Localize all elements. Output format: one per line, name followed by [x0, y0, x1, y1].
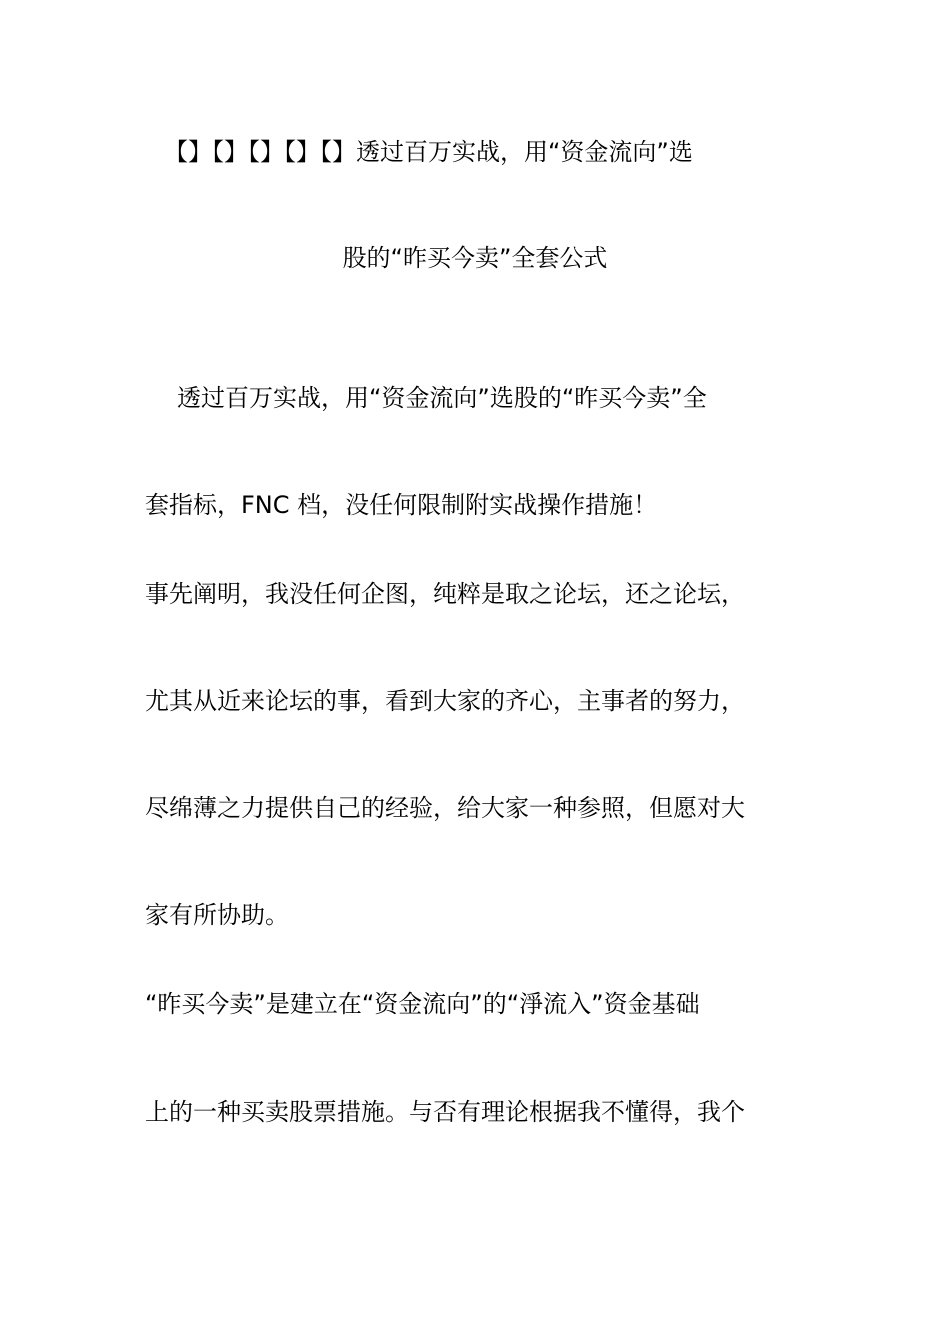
body-line-1: 透过百万实战，用“资金流向”选股的“昨买今卖”全: [177, 384, 707, 412]
body-line-2: 套指标，FNC 档，没任何限制附实战操作措施！: [145, 491, 658, 519]
body-line-3: 事先阐明，我没任何企图，纯粹是取之论坛，还之论坛，: [145, 580, 745, 608]
title-line-1: 【】【】【】【】【】透过百万实战，用“资金流向”选: [164, 138, 693, 166]
body-line-8: 上的一种买卖股票措施。与否有理论根据我不懂得，我个: [145, 1098, 745, 1126]
body-line-4: 尤其从近来论坛的事，看到大家的齐心，主事者的努力，: [145, 687, 745, 715]
title-line-2: 股的“昨买今卖”全套公式: [342, 244, 608, 272]
body-line-7: “昨买今卖”是建立在“资金流向”的“淨流入”资金基础: [145, 990, 700, 1018]
body-line-5: 尽绵薄之力提供自己的经验，给大家一种参照，但愿对大: [145, 794, 745, 822]
body-line-6: 家有所协助。: [145, 901, 289, 929]
